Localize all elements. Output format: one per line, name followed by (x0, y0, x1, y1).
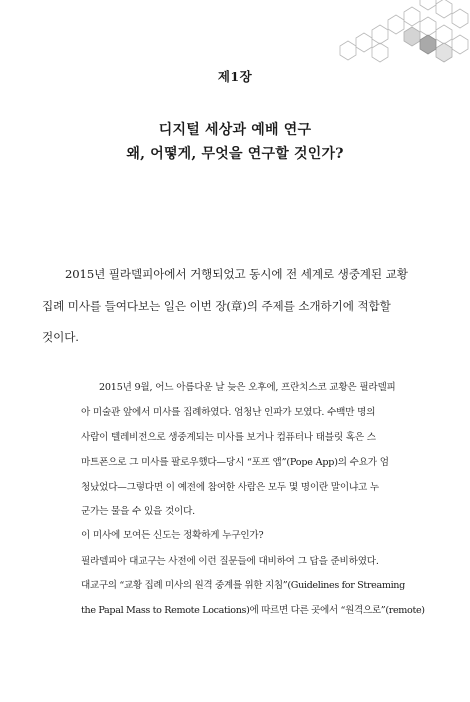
quote-line: the Papal Mass to Remote Locations)에 따르면 다른 곳에서 “원격으로”(remote) (81, 605, 425, 616)
chapter-label: 제1장 (217, 69, 253, 84)
quote-line: 청났었다—그렇다면 이 예전에 참여한 사람은 모두 몇 명이란 말이냐고 누 (81, 482, 379, 493)
quote-line: 군가는 물을 수 있을 것이다. (81, 506, 195, 517)
quote-line: 아 미술관 앞에서 미사를 집례하였다. 엄청난 인파가 모였다. 수백만 명의 (81, 407, 376, 418)
intro-line: 집례 미사를 들여다보는 일은 이번 장(章)의 주제를 소개하기에 적합할 (42, 299, 391, 313)
quote-line: 대교구의 “교황 집례 미사의 원격 중계를 위한 지침”(Guidelines for Streaming (81, 580, 405, 591)
chapter-title-line-1: 디지털 세상과 예배 연구 (158, 122, 312, 138)
quote-line: 필라델피아 대교구는 사전에 이런 질문들에 대비하여 그 답을 준비하였다. (81, 556, 379, 567)
chapter-title-line-2: 왜, 어떻게, 무엇을 연구할 것인가? (126, 146, 344, 162)
quote-line: 사람이 텔레비전으로 생중계되는 미사를 보거나 컴퓨터나 태블릿 혹은 스 (81, 432, 376, 443)
quote-line: 이 미사에 모여든 신도는 정확하게 누구인가? (81, 530, 264, 541)
quote-line: 마트폰으로 그 미사를 팔로우했다—당시 “포프 앱”(Pope App)의 수요가 엄 (81, 457, 389, 468)
intro-line: 것이다. (42, 330, 79, 344)
quote-line: 2015년 9월, 어느 아름다운 날 늦은 오후에, 프란치스코 교황은 필라델피 (99, 382, 396, 393)
intro-line: 2015년 필라델피아에서 거행되었고 동시에 전 세계로 생중계된 교황 (65, 267, 408, 281)
